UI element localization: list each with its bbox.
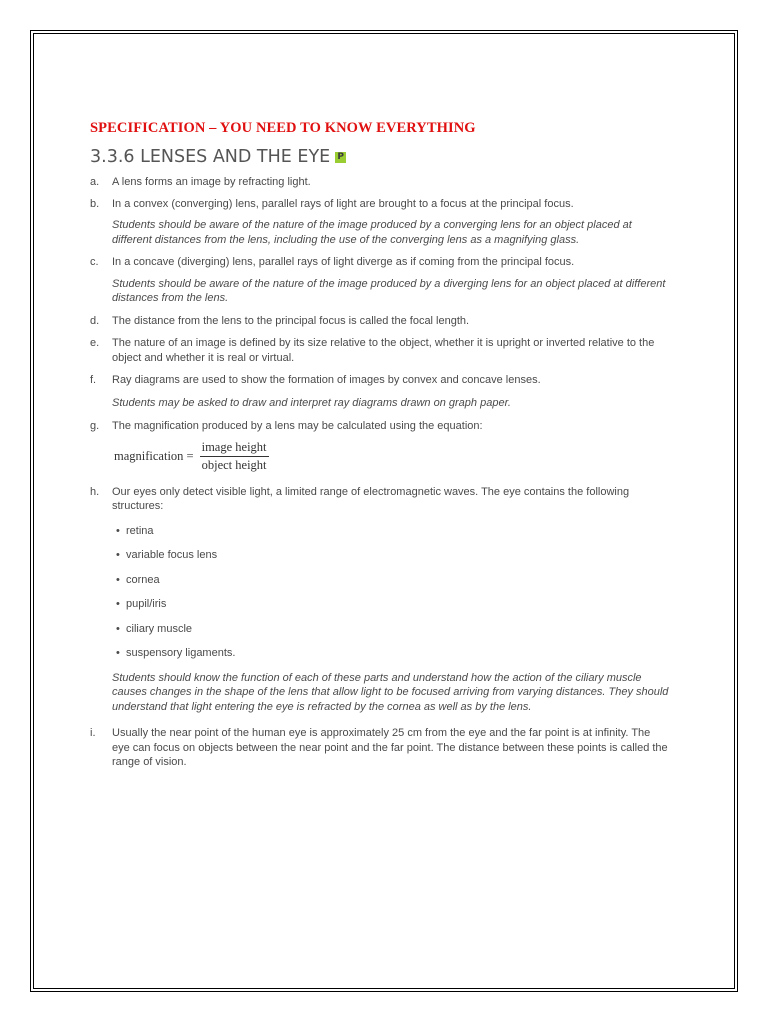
structure-name: suspensory ligaments. — [126, 647, 236, 659]
bullet-icon: • — [116, 598, 120, 610]
spec-item-h — [90, 485, 670, 514]
bullet-icon: • — [116, 622, 120, 635]
structure-name: pupil/iris — [126, 598, 167, 610]
spec-item-c — [90, 255, 670, 270]
item-c-note: Students should be aware of the nature of the image produced by a diverging lens for an object placed at different distances from the lens. — [112, 277, 666, 304]
list-item — [116, 548, 670, 563]
item-letter: d. — [90, 314, 100, 327]
list-item — [116, 622, 670, 637]
item-text: In a convex (converging) lens, parallel rays of light are brought to a focus at the principal focus. — [112, 197, 574, 210]
item-text: Usually the near point of the human eye is approximately 25 cm from the eye and the far point is at infinity. The eye can focus on objects between the near point and the far point. The distance between these points is called the range of vision. — [112, 727, 668, 768]
spec-item-d — [90, 314, 670, 329]
list-item — [116, 597, 670, 612]
bullet-icon: • — [116, 549, 120, 561]
item-text: The nature of an image is defined by its size relative to the object, whether it is upright or inverted relative to the object and whether it is real or virtual. — [112, 337, 655, 364]
equation-fraction — [200, 440, 269, 473]
document-content — [90, 120, 670, 770]
item-b-note: Students should be aware of the nature of the image produced by a converging lens for an object placed at different distances from the lens, including the use of the converging lens as a magnifying glass. — [112, 219, 632, 246]
spec-item-a — [90, 175, 670, 190]
equation-numerator: image height — [200, 440, 269, 457]
item-text: In a concave (diverging) lens, parallel rays of light diverge as if coming from the principal focus. — [112, 256, 575, 268]
list-item — [116, 646, 670, 661]
equation-lhs: magnification = — [114, 448, 194, 463]
structure-name: retina — [126, 524, 154, 537]
item-letter: g. — [90, 420, 100, 432]
item-letter: b. — [90, 197, 100, 210]
structure-name: variable focus lens — [126, 549, 218, 561]
list-item — [116, 573, 670, 588]
list-item — [116, 524, 670, 539]
bullet-icon: • — [116, 524, 120, 537]
spec-item-e — [90, 336, 670, 365]
structure-name: cornea — [126, 573, 160, 586]
item-letter: f. — [90, 374, 97, 386]
spec-item-b — [90, 197, 670, 212]
item-text: The magnification produced by a lens may be calculated using the equation: — [112, 420, 483, 432]
item-text: Ray diagrams are used to show the formation of images by convex and concave lenses. — [112, 374, 541, 386]
item-letter: h. — [90, 485, 100, 498]
spec-item-f — [90, 373, 670, 388]
item-letter: a. — [90, 176, 100, 188]
item-text: The distance from the lens to the principal focus is called the focal length. — [112, 314, 470, 327]
magnification-equation — [114, 440, 670, 473]
bullet-icon: • — [116, 647, 120, 659]
item-h-note: Students should know the function of each of these parts and understand how the action of the ciliary muscle causes changes in the shape of the lens that allow light to be focused arriving from varying distances. They should understand that light entering the eye is refracted by the cornea as well as by the lens. — [112, 671, 669, 713]
item-letter: e. — [90, 337, 100, 349]
section-title-text: 3.3.6 LENSES AND THE EYE — [90, 147, 331, 167]
item-text: Our eyes only detect visible light, a limited range of electromagnetic waves. The eye contains the following structures: — [112, 485, 630, 512]
spec-item-g — [90, 419, 670, 434]
equation-denominator: object height — [201, 457, 267, 472]
spec-item-i — [90, 726, 670, 770]
specification-heading: SPECIFICATION – YOU NEED TO KNOW EVERYTHING — [90, 120, 476, 136]
section-title — [90, 147, 670, 167]
item-f-note: Students may be asked to draw and interpret ray diagrams drawn on graph paper. — [112, 396, 511, 409]
item-letter: i. — [90, 727, 96, 739]
bullet-icon: • — [116, 573, 120, 586]
item-letter: c. — [90, 256, 99, 268]
structure-name: ciliary muscle — [126, 622, 193, 635]
item-text: A lens forms an image by refracting light. — [112, 176, 311, 188]
physics-only-badge: P — [335, 152, 346, 163]
